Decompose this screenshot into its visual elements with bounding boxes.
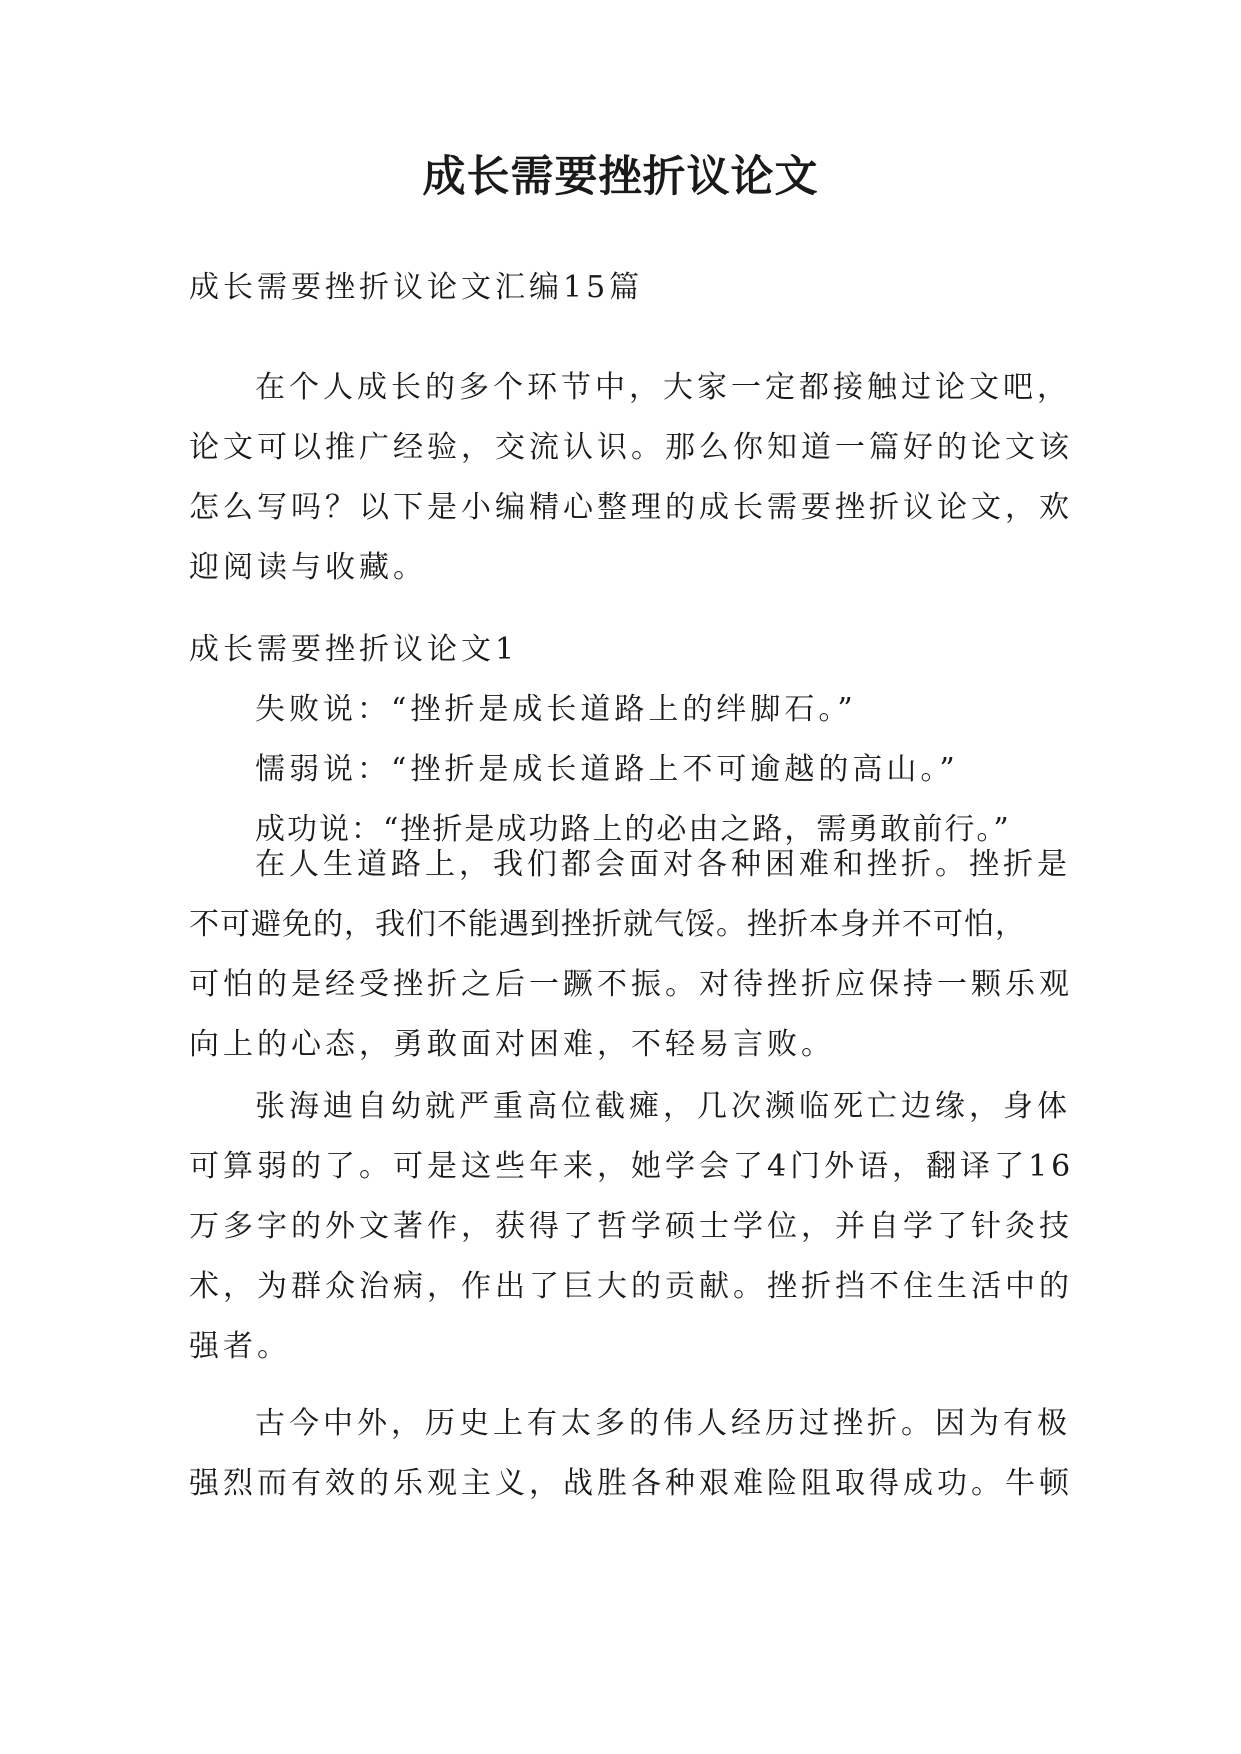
paragraph-line: 张海迪自幼就严重高位截瘫，几次濒临死亡边缘，身体 (255, 1089, 1071, 1124)
paragraph-line: 在人生道路上，我们都会面对各种困难和挫折。挫折是 (255, 847, 1071, 882)
intro-line: 迎阅读与收藏。 (189, 550, 427, 585)
intro-paragraph (189, 358, 1073, 598)
quote-line: 成功说：“挫折是成功路上的必由之路，需勇敢前行。” (255, 812, 1011, 847)
paragraph-line: 强者。 (189, 1329, 291, 1364)
paragraph-line: 万多字的外文著作，获得了哲学硕士学位，并自学了针灸技 (189, 1209, 1073, 1244)
intro-line: 怎么写吗？以下是小编精心整理的成长需要挫折议论文，欢 (189, 490, 1073, 525)
body-paragraph-2 (189, 1077, 1075, 1377)
section-heading: 成长需要挫折议论文1 (189, 632, 519, 667)
intro-line: 在个人成长的多个环节中，大家一定都接触过论文吧， (255, 370, 1071, 405)
paragraph-line: 向上的心态，勇敢面对困难，不轻易言败。 (189, 1027, 835, 1062)
paragraph-line: 强烈而有效的乐观主义，战胜各种艰难险阻取得成功。牛顿 (189, 1466, 1073, 1501)
quote-line: 失败说：“挫折是成长道路上的绊脚石。” (255, 692, 857, 727)
document-subtitle: 成长需要挫折议论文汇编15篇 (189, 270, 644, 305)
paragraph-line: 术，为群众治病，作出了巨大的贡献。挫折挡不住生活中的 (189, 1269, 1073, 1304)
intro-line: 论文可以推广经验，交流认识。那么你知道一篇好的论文该 (189, 430, 1073, 465)
quotes-block (189, 680, 1069, 860)
body-paragraph-3 (189, 1394, 1073, 1514)
paragraph-line: 不可避免的，我们不能遇到挫折就气馁。挫折本身并不可怕， (189, 907, 1026, 942)
paragraph-line: 可算弱的了。可是这些年来，她学会了4门外语，翻译了16 (189, 1149, 1075, 1184)
document-title: 成长需要挫折议论文 (422, 152, 819, 202)
quote-line: 懦弱说：“挫折是成长道路上不可逾越的高山。” (255, 752, 959, 787)
body-paragraph-1 (189, 835, 1073, 1075)
paragraph-line: 古今中外，历史上有太多的伟人经历过挫折。因为有极 (255, 1406, 1071, 1441)
paragraph-line: 可怕的是经受挫折之后一蹶不振。对待挫折应保持一颗乐观 (189, 967, 1073, 1002)
